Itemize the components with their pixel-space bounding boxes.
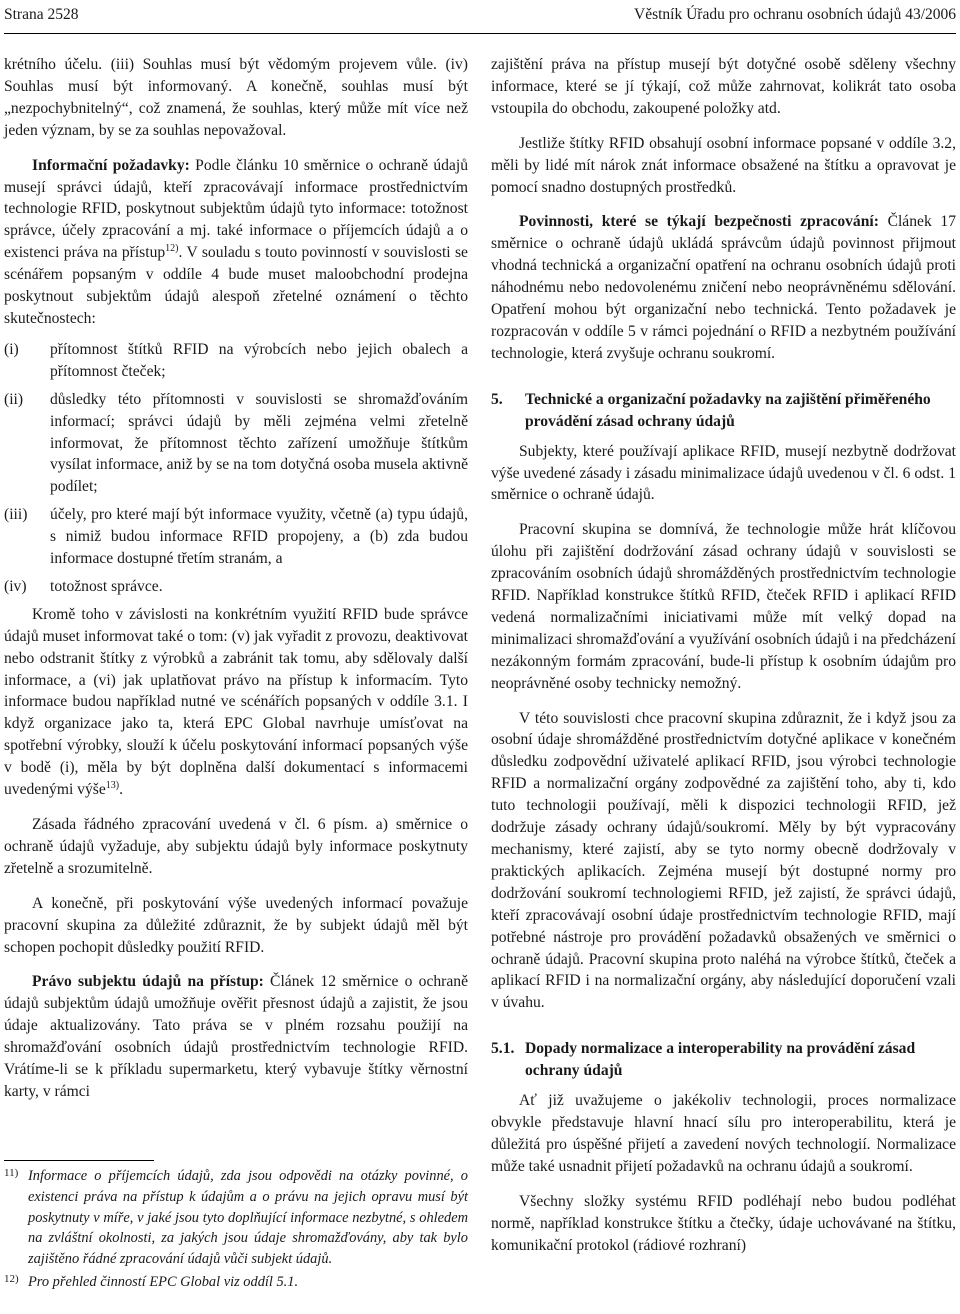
paragraph: Zásada řádného zpracování uvedená v čl. 6 písm. a) směrnice o ochraně údajů vyžaduje, aby subjektu údajů byly informace poskytnuty zřetelně a srozumitelně. (4, 816, 468, 877)
paragraph: zajištění práva na přístup musejí být dotyčné osobě sděleny všechny informace, které se jí týkají, což může zahrnovat, kolikrát tato osoba vstoupila do obchodu, zakoupené položky atd. (491, 56, 956, 117)
list-number: (ii) (4, 390, 24, 408)
paragraph-povinnosti-bezpecnost (491, 211, 956, 364)
paragraph-text: Kromě toho v závislosti na konkrétním využití RFID bude správce údajů muset informovat také o tom: (v) jak vyřadit z provozu, deaktivovat nebo odstranit štítky z výrobků a zabránit tak tomu, aby sdělovaly další informace, a (vi) jak uplatňovat právo na přístup k informacím. Tyto informace budou například nutné ve scénářích popsaných v oddíle 3.1. I když organizace jako ta, která EPC Global navrhuje umísťovat na spotřební výrobky, slouží k účelu poskytování informací popsaných výše v bodě (i), měla by být doplněna další dokumentací s informacemi uvedenými výše (4, 605, 468, 799)
paragraph: krétního účelu. (iii) Souhlas musí být vědomým projevem vůle. (iv) Souhlas musí být informovaný. A konečně, souhlas musí být „nezpochybnitelný“, což znamená, že souhlas, který může mít více než jeden význam, by se za souhlas nepovažoval. (4, 56, 468, 139)
list-text: účely, pro které mají být informace využity, včetně (a) typu údajů, s nimiž budou informace RFID propojeny, a (b) zda budou informace dostupné třetím stranám, a (50, 506, 468, 568)
footnote-number: 12) (4, 1272, 19, 1285)
footnote-text: Pro přehled činností EPC Global viz oddíl 5.1. (28, 1273, 299, 1290)
list-text: důsledky této přítomnosti v souvislosti se shromažďováním informací; správci údajů by měli zejména velmi zřetelně informovat, že přítomnost těchto zařízení umožňuje štítkům vysílat informace, aniž by se na tom dotyčná osoba musela aktivně podílet; (50, 390, 468, 496)
footnotes (4, 1166, 468, 1295)
paragraph: V této souvislosti chce pracovní skupina zdůraznit, že i když jsou za osobní údaje shromážděné prostřednictvím dotyčné aplikace v konečném důsledku zodpovědní uživatelé aplikací RFID, jsou výrobci technologie RFID a normalizační orgány zodpovědné za zajištění toho, aby ti, kdo tuto technologii používají, měli k dispozici technologii RFID, jež dodržuje zásady ochrany údajů/soukromí. Měly by být vypracovány mechanismy, které zajistí, aby se tyto normy obecně dodržovaly v praktických aplikacích. Zejména musejí být dostupné normy pro dodržování soukromí technologiemi RFID, jež zajistí, že správci údajů, kteří zpracovávají osobní údaje prostřednictvím technologie RFID, mají potřebné nástroje pro provádění požadavků obsažených ve směrnici o ochraně údajů. Pracovní skupina proto naléhá na výrobce štítků, čteček a aplikací RFID i na normalizační orgány, aby následující doporučení vzali v úvahu. (491, 709, 956, 1012)
list-item (4, 576, 468, 598)
section-title: Dopady normalizace a interoperability na provádění zásad ochrany údajů (525, 1040, 916, 1080)
paragraph: Ať již uvažujeme o jakékoliv technologii, proces normalizace obvykle představuje hlavní hnací sílu pro interoperabilitu, která je důležitá pro úspěšné přijetí a zavedení nových technologií. Normalizace může také usnadnit přijetí požadavků na ochranu údajů a soukromí. (491, 1092, 956, 1175)
footnote (4, 1272, 468, 1293)
information-list (4, 339, 468, 598)
paragraph: Pracovní skupina se domnívá, že technologie může hrát klíčovou úlohu při zajištění dodržování zásad ochrany údajů v souvislosti se zpracováním osobních údajů shromážděných prostřednictvím technologie RFID. Například konstrukce štítků RFID, čteček RFID i aplikací RFID vedená normalizačními iniciativami může mít velký dopad na minimalizaci shromažďování a využívání osobních údajů i na předcházení nezákonným formám zpracování, bude-li přístup k osobním údajům pro neoprávněné osoby technicky nemožný. (491, 521, 956, 692)
section-number: 5.1. (491, 1040, 515, 1058)
section-number: 5. (491, 390, 503, 408)
paragraph-heading: Právo subjektu údajů na přístup: (32, 973, 264, 991)
list-text: přítomnost štítků RFID na výrobcích nebo jejich obalech a přítomnost čteček; (50, 340, 468, 380)
paragraph-text: Článek 12 směrnice o ochraně údajů subjektům údajů umožňuje ověřit přesnost údajů a zajistit, že jsou údaje aktualizovány. Tato práva se v plném rozsahu použijí na shromažďování osobních údajů prostřednictvím technologie RFID. Vrátíme-li se k příkladu supermarketu, který vybavuje štítky věrnostní karty, v rámci (4, 973, 468, 1100)
header-rule (4, 33, 956, 34)
list-item (4, 339, 468, 383)
footnote-number: 11) (4, 1167, 19, 1179)
section-heading-5 (491, 389, 956, 433)
footnote-ref: 13) (105, 779, 120, 791)
footnote-rule (4, 1160, 154, 1161)
journal-title: Věstník Úřadu pro ochranu osobních údajů 43/2006 (634, 6, 956, 23)
page-header (4, 6, 956, 28)
list-item (4, 504, 468, 570)
paragraph-heading: Povinnosti, které se týkají bezpečnosti zpracování: (519, 213, 879, 231)
paragraph: A konečně, při poskytování výše uvedených informací považuje pracovní skupina za důležité zdůraznit, že by subjekt údajů měl být schopen pochopit důsledky použití RFID. (4, 894, 468, 956)
footnote-ref: 12) (165, 243, 179, 255)
right-column (491, 54, 956, 1256)
footnote (4, 1166, 468, 1270)
paragraph: Všechny složky systému RFID podléhají nebo budou podléhat normě, například konstrukce štítku a čtečky, údaje uchovávané na štítku, komunikační protokol (rádiové rozhraní) (491, 1192, 956, 1254)
list-text: totožnost správce. (50, 577, 163, 595)
section-title: Technické a organizační požadavky na zajištění přiměřeného provádění zásad ochrany údajů (525, 390, 931, 430)
paragraph-heading: Informační požadavky: (32, 156, 190, 174)
list-number: (i) (4, 340, 19, 358)
paragraph-text: Podle článku 10 směrnice o ochraně údajů musejí správci údajů, kteří zpracovávají informace prostřednictvím technologie RFID, poskytnout subjektům údajů tyto informace: totožnost správce, účely zpracování a mj. také informace o příjemcích údajů a o existenci práva na přístup (4, 156, 468, 262)
paragraph (4, 604, 468, 801)
section-heading-5-1 (491, 1038, 956, 1082)
page-number: Strana 2528 (4, 6, 79, 23)
paragraph: Subjekty, které používají aplikace RFID, musejí nezbytně dodržovat výše uvedené zásady i zásadu minimalizace údajů uvedenou v čl. 6 odst. 1 směrnice o ochraně údajů. (491, 442, 956, 504)
paragraph: Jestliže štítky RFID obsahují osobní informace popsané v oddíle 3.2, měli by lidé mít nárok znát informace obsažené na štítku a opravovat je pomocí snadno dostupných prostředků. (491, 134, 956, 196)
footnote-text: Informace o příjemcích údajů, zda jsou odpovědi na otázky povinné, o existenci práva na přístup k údajům a o právu na jejich opravu musí být poskytnuty v míře, v jaké jsou tyto doplňující informace nezbytné, s ohledem na zvláštní okolnosti, za jakých jsou údaje shromažďovány, aby tak bylo zajištěno řádné zpracování údajů vůči subjekt údajů. (28, 1168, 468, 1268)
paragraph-pravo-na-pristup (4, 971, 468, 1102)
paragraph-text: . (119, 781, 124, 799)
paragraph-text: . V souladu s touto povinností v souvislosti se scénářem popsaným v oddíle 4 bude muset maloobchodní prodejna poskytnout subjektům údajů alespoň zřetelné oznámení o těchto skutečnostech: (4, 244, 468, 327)
paragraph-informacni-pozadavky (4, 155, 468, 330)
list-item (4, 389, 468, 499)
paragraph-text: Článek 17 směrnice o ochraně údajů ukládá správcům údajů povinnost přijmout vhodná technická a organizační opatření na ochranu osobních údajů proti náhodnému nebo nedovolenému zničení nebo neoprávněnému sdělování. Opatření mohou být organizační nebo technická. Tento požadavek je rozpracován v oddíle 5 v rámci pojednání o RFID a nezbytném používání technologie, která zvyšuje ochranu soukromí. (491, 213, 956, 362)
left-column (4, 54, 468, 1103)
list-number: (iii) (4, 506, 28, 524)
list-number: (iv) (4, 577, 27, 595)
